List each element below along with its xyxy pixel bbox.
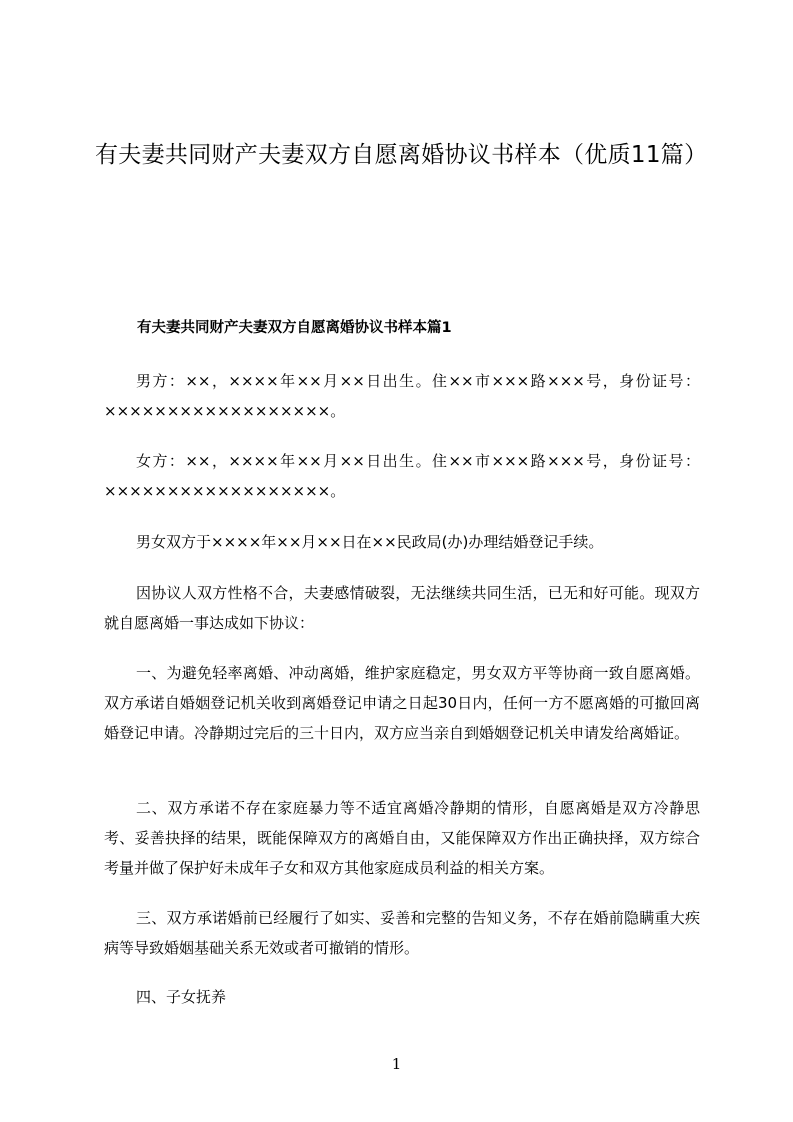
- paragraph-marriage-registration: 男女双方于××××年××月××日在××民政局(办)办理结婚登记手续。: [136, 533, 604, 551]
- section-heading: 有夫妻共同财产夫妻双方自愿离婚协议书样本篇1: [137, 320, 452, 336]
- paragraph-agreement-intro: 因协议人双方性格不合，夫妻感情破裂，无法继续共同生活，已无和好可能。现双方就自愿离婚一事达成如下协议：: [104, 584, 700, 632]
- paragraph-clause-four-heading: 四、子女抚养: [136, 988, 227, 1006]
- paragraph-clause-one: 一、为避免轻率离婚、冲动离婚，维护家庭稳定，男女双方平等协商一致自愿离婚。双方承诺自婚姻登记机关收到离婚登记申请之日起30日内，任何一方不愿离婚的可撤回离婚登记申请。冷静期过完后的三十日内，双方应当亲自到婚姻登记机关申请发给离婚证。: [104, 664, 700, 742]
- paragraph-female-party: 女方：××，××××年××月××日出生。住××市×××路×××号，身份证号：××××××××××××××××××。: [104, 452, 700, 500]
- paragraph-clause-three: 三、双方承诺婚前已经履行了如实、妥善和完整的告知义务，不存在婚前隐瞒重大疾病等导致婚姻基础关系无效或者可撤销的情形。: [104, 909, 700, 957]
- paragraph-male-party: 男方：××，××××年××月××日出生。住××市×××路×××号，身份证号：××××××××××××××××××。: [104, 372, 700, 420]
- document-title: 有夫妻共同财产夫妻双方自愿离婚协议书样本（优质11篇）: [95, 142, 708, 168]
- paragraph-clause-two: 二、双方承诺不存在家庭暴力等不适宜离婚冷静期的情形，自愿离婚是双方冷静思考、妥善抉择的结果，既能保障双方的离婚自由，又能保障双方作出正确抉择，双方综合考量并做了保护好未成年子女和双方其他家庭成员利益的相关方案。: [104, 799, 700, 877]
- page-number: 1: [391, 1055, 402, 1073]
